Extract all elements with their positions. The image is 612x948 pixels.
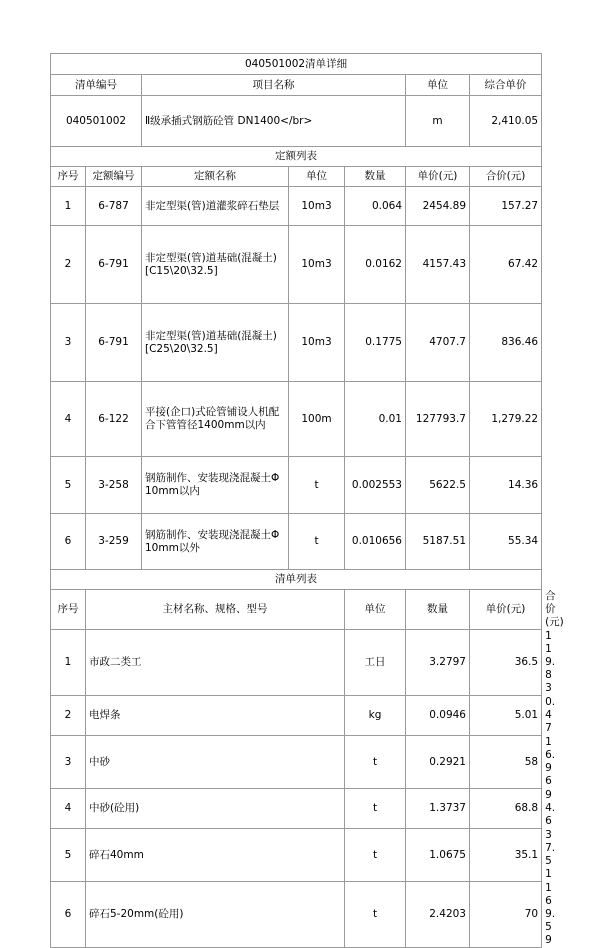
quota-total: 157.27 [470, 187, 542, 226]
quota-header-price: 单价(元) [406, 167, 470, 187]
material-qty: 1.0675 [406, 829, 470, 882]
table-title: 040501002清单详细 [51, 54, 542, 75]
material-unit: t [345, 789, 406, 829]
material-header-row: 序号 主材名称、规格、型号 单位 数量 单价(元) 合价(元) [51, 590, 542, 630]
quota-unit: 10m3 [289, 187, 345, 226]
material-no: 6 [51, 882, 86, 948]
quota-unit: 10m3 [289, 226, 345, 304]
bill-unit: m [406, 96, 470, 147]
material-header-qty: 数量 [406, 590, 470, 630]
bill-price-header: 综合单价 [470, 75, 542, 96]
quota-price: 127793.7 [406, 382, 470, 457]
quota-header-name: 定额名称 [142, 167, 289, 187]
quota-header-unit: 单位 [289, 167, 345, 187]
quota-total: 55.34 [470, 514, 542, 570]
table-row [51, 187, 542, 226]
quota-price: 4707.7 [406, 304, 470, 382]
quota-total: 836.46 [470, 304, 542, 382]
quota-price: 4157.43 [406, 226, 470, 304]
material-name: 碎石5-20mm(砼用) [86, 882, 345, 948]
quota-header-code: 定额编号 [86, 167, 142, 187]
material-name: 中砂 [86, 736, 345, 789]
quota-no: 2 [51, 226, 86, 304]
table-row [51, 304, 542, 382]
quota-qty: 0.010656 [345, 514, 406, 570]
quota-no: 3 [51, 304, 86, 382]
bill-price: 2,410.05 [470, 96, 542, 147]
quota-header-no: 序号 [51, 167, 86, 187]
quota-qty: 0.1775 [345, 304, 406, 382]
material-unit: kg [345, 696, 406, 736]
quota-price: 2454.89 [406, 187, 470, 226]
bill-name: Ⅱ级承插式钢筋砼管 DN1400</br> [142, 96, 406, 147]
material-qty: 0.2921 [406, 736, 470, 789]
quota-qty: 0.064 [345, 187, 406, 226]
table-row: 6 碎石5-20mm(砼用) t 2.4203 70 169.59 [51, 882, 542, 948]
table-row: 2 电焊条 kg 0.0946 5.01 0.47 [51, 696, 542, 736]
bill-unit-header: 单位 [406, 75, 470, 96]
table-row [51, 514, 542, 570]
material-no: 3 [51, 736, 86, 789]
material-price: 70 [470, 882, 542, 948]
bill-code-header: 清单编号 [51, 75, 142, 96]
quota-name: 钢筋制作、安装现浇混凝土Φ10mm以外 [142, 514, 289, 570]
bill-code: 040501002 [51, 96, 142, 147]
bill-name-header: 项目名称 [142, 75, 406, 96]
quota-no: 4 [51, 382, 86, 457]
material-price: 68.8 [470, 789, 542, 829]
material-name: 市政二类工 [86, 630, 345, 696]
quota-total: 14.36 [470, 457, 542, 514]
quota-header-row [51, 167, 542, 187]
quota-price: 5622.5 [406, 457, 470, 514]
table-row [51, 382, 542, 457]
quota-qty: 0.0162 [345, 226, 406, 304]
quota-name: 非定型渠(管)道基础(混凝土)[C25\20\32.5] [142, 304, 289, 382]
material-no: 1 [51, 630, 86, 696]
quota-unit: 10m3 [289, 304, 345, 382]
material-unit: t [345, 882, 406, 948]
quota-price: 5187.51 [406, 514, 470, 570]
quota-header-total: 合价(元) [470, 167, 542, 187]
table-row: 1 市政二类工 工日 3.2797 36.5 119.83 [51, 630, 542, 696]
quota-name: 非定型渠(管)道基础(混凝土)[C15\20\32.5] [142, 226, 289, 304]
material-qty: 3.2797 [406, 630, 470, 696]
quota-header-qty: 数量 [345, 167, 406, 187]
material-qty: 0.0946 [406, 696, 470, 736]
quota-no: 6 [51, 514, 86, 570]
material-price: 36.5 [470, 630, 542, 696]
material-header-unit: 单位 [345, 590, 406, 630]
quota-no: 1 [51, 187, 86, 226]
material-unit: t [345, 736, 406, 789]
quota-name: 平接(企口)式砼管铺设人机配合下管管径1400mm以内 [142, 382, 289, 457]
material-name: 电焊条 [86, 696, 345, 736]
material-section-title: 清单列表 [51, 570, 542, 590]
material-price: 5.01 [470, 696, 542, 736]
material-unit: t [345, 829, 406, 882]
table-row [51, 457, 542, 514]
quota-no: 5 [51, 457, 86, 514]
quota-code: 6-791 [86, 304, 142, 382]
material-no: 4 [51, 789, 86, 829]
material-unit: 工日 [345, 630, 406, 696]
quota-code: 3-258 [86, 457, 142, 514]
table-row: 5 碎石40mm t 1.0675 35.1 37.51 [51, 829, 542, 882]
material-name: 碎石40mm [86, 829, 345, 882]
quota-qty: 0.01 [345, 382, 406, 457]
material-qty: 2.4203 [406, 882, 470, 948]
quota-code: 6-787 [86, 187, 142, 226]
material-header-no: 序号 [51, 590, 86, 630]
material-qty: 1.3737 [406, 789, 470, 829]
quota-code: 6-791 [86, 226, 142, 304]
quota-total: 67.42 [470, 226, 542, 304]
quota-code: 6-122 [86, 382, 142, 457]
material-no: 2 [51, 696, 86, 736]
table-row: 4 中砂(砼用) t 1.3737 68.8 94.6 [51, 789, 542, 829]
material-header-name: 主材名称、规格、型号 [86, 590, 345, 630]
material-price: 35.1 [470, 829, 542, 882]
quota-total: 1,279.22 [470, 382, 542, 457]
table-row: 3 中砂 t 0.2921 58 16.96 [51, 736, 542, 789]
quota-code: 3-259 [86, 514, 142, 570]
material-price: 58 [470, 736, 542, 789]
quota-name: 非定型渠(管)道灌浆碎石垫层 [142, 187, 289, 226]
quota-unit: t [289, 457, 345, 514]
quota-section-title: 定额列表 [51, 147, 542, 167]
quota-qty: 0.002553 [345, 457, 406, 514]
material-name: 中砂(砼用) [86, 789, 345, 829]
bill-detail-table [50, 53, 564, 948]
quota-unit: t [289, 514, 345, 570]
quota-unit: 100m [289, 382, 345, 457]
material-no: 5 [51, 829, 86, 882]
table-row [51, 226, 542, 304]
material-header-price: 单价(元) [470, 590, 542, 630]
quota-name: 钢筋制作、安装现浇混凝土Φ10mm以内 [142, 457, 289, 514]
